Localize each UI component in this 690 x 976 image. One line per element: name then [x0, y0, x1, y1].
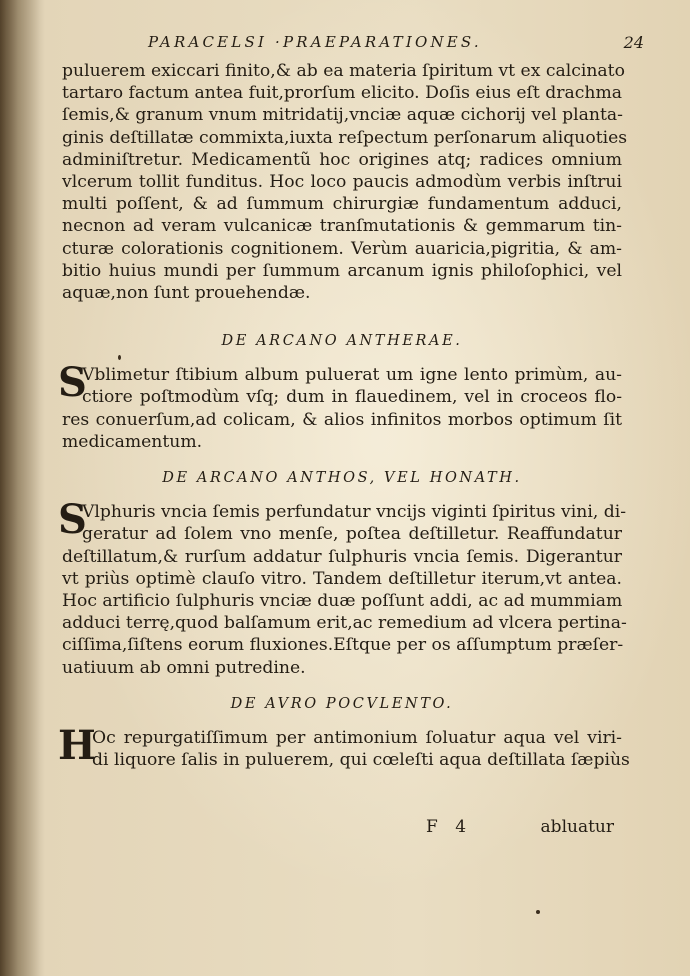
text-line: cturæ colorationis cognitionem. Verùm auaricia,pigritia, & am-	[62, 238, 622, 259]
section-heading-antherae: DE ARCANO ANTHERAE.	[221, 333, 463, 350]
page-header	[148, 33, 654, 55]
text-line: Vblimetur ſtibium album puluerat um igne lento primùm, au-	[82, 365, 622, 386]
text-line: vlcerum tollit funditus. Hoc loco paucis admodùm verbis inſtrui	[62, 171, 622, 192]
anthos-paragraph	[58, 496, 627, 679]
text-line: uatiuum ab omni putredine.	[62, 657, 306, 678]
dropcap-s: S	[58, 496, 87, 544]
text-line: adminiſtretur. Medicamentũ hoc origines atq; radices omnium	[62, 149, 622, 170]
dropcap-h: H	[58, 721, 96, 769]
text-line: res conuerſum,ad colicam, & alios infinitos morbos optimum ſit	[62, 409, 622, 430]
intro-paragraph	[62, 60, 628, 304]
dropcap-s: S	[58, 359, 87, 407]
page-number: 24	[623, 33, 644, 52]
text-line: bitio huius mundi per ſummum arcanum ignis philoſophici, vel	[62, 260, 622, 281]
text-line: di liquore ſalis in puluerem, qui cœleſti aqua deſtillata ſæpiùs	[92, 750, 630, 771]
text-line: ctiore poſtmodùm vſq; dum in flauedinem, vel in croceos flo-	[82, 387, 622, 408]
text-line: ſemis,& granum vnum mitridatij,vnciæ aquæ cichorij vel planta-	[62, 105, 623, 126]
text-line: vt priùs optimè clauſo vitro. Tandem deſtilletur iterum,vt antea.	[62, 568, 622, 589]
text-line: Oc repurgatiſſimum per antimonium ſoluatur aqua vel viri-	[92, 727, 622, 748]
section-heading-anthos: DE ARCANO ANTHOS, VEL HONATH.	[162, 470, 522, 487]
running-title: PARACELSI ·PRAEPARATIONES.	[148, 33, 482, 51]
signature-mark: F 4	[426, 817, 473, 837]
auro-paragraph	[58, 721, 630, 771]
text-line: Hoc artificio ſulphuris vnciæ duæ poſſunt addi, ac ad mummiam	[62, 590, 623, 611]
text-line: ciſſima,ſiſtens eorum fluxiones.Eſtque per os aſſumptum præſer-	[62, 635, 624, 656]
gutter-shadow	[0, 0, 45, 976]
text-line: multi poſſent, & ad ſummum chirurgiæ fundamentum adduci,	[62, 194, 622, 215]
text-line: ginis deſtillatæ commixta,iuxta reſpectum perſonarum aliquoties	[62, 127, 628, 148]
catchword: abluatur	[540, 817, 614, 837]
text-line: aquæ,non ſunt prouehendæ.	[62, 282, 311, 303]
page-footer	[62, 817, 622, 839]
text-line: necnon ad veram vulcanicæ tranſmutationis & gemmarum tin-	[62, 216, 622, 237]
ink-speck	[536, 910, 540, 914]
text-line: tartaro factum antea fuit,prorſum elicito. Doſis eius eſt drachma	[62, 83, 622, 104]
text-line: adduci terrę,quod balſamum erit,ac remedium ad vlcera pertina-	[62, 613, 627, 634]
text-line: deſtillatum,& rurſum addatur ſulphuris vncia ſemis. Digerantur	[62, 546, 622, 567]
antherae-paragraph	[58, 359, 622, 453]
body-text	[58, 60, 630, 771]
text-line: medicamentum.	[62, 431, 203, 452]
text-line: Vlphuris vncia ſemis perfundatur vncijs viginti ſpiritus vini, di-	[82, 502, 627, 523]
section-heading-auro: DE AVRO POCVLENTO.	[230, 695, 454, 712]
ink-speck	[118, 355, 121, 360]
text-line: puluerem exiccari finito,& ab ea materia ſpiritum vt ex calcinato	[62, 61, 625, 81]
text-line: geratur ad ſolem vno menſe, poſtea deſtilletur. Reaffundatur	[82, 524, 622, 545]
